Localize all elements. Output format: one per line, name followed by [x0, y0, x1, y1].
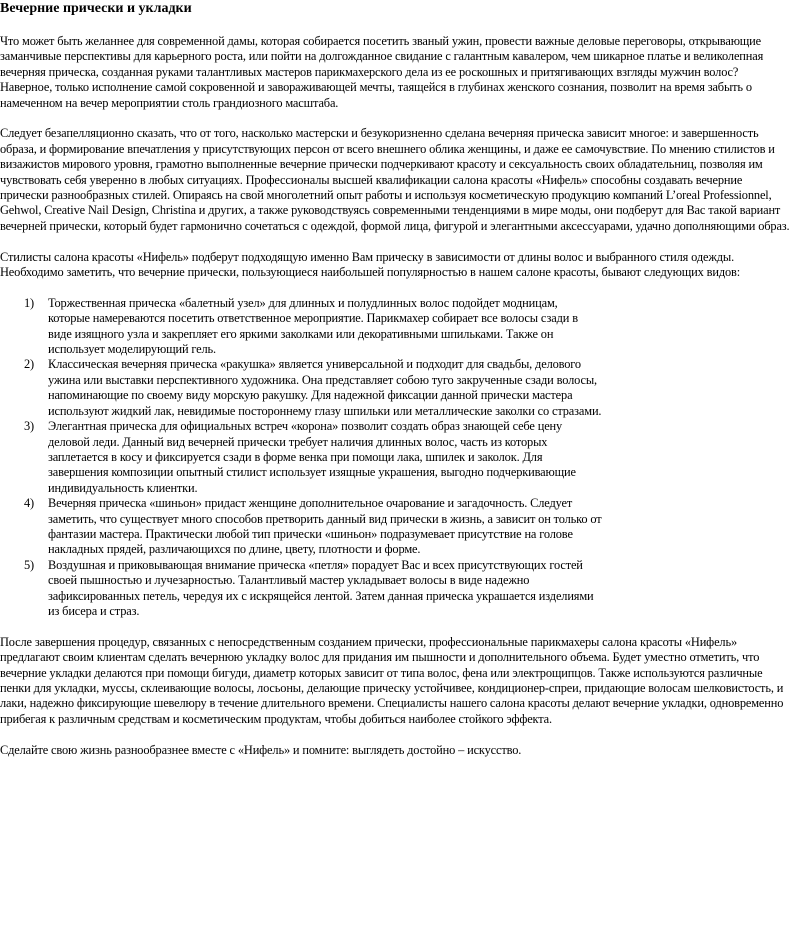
list-item-text: Вечерняя прическа «шиньон» придаст женщине дополнительное очарование и загадочность. Следует заметить, что существует много способов претворить данный вид прически в жизнь, а зависит он только от фантазии мастера. Практически любой тип прически «шиньон» подразумевает присутствие на голове накладных прядей, различающихся по длине, цвету, плотности и форме.	[48, 496, 602, 557]
list-item-number: 2)	[24, 357, 35, 372]
list-item-text: Воздушная и приковывающая внимание прическа «петля» порадует Вас и всех присутствующих гостей своей пышностью и лучезарностью. Талантливый мастер укладывает волосы в виде надежно зафиксированных петель, чередуя их с искрящейся лентой. Затем данная прическа украшается изделиями из бисера и страз.	[48, 557, 594, 618]
paragraph-3: Стилисты салона красоты «Нифель» подберут подходящую именно Вам прическу в зависимости от длины волос и выбранного стиля одежды. Необходимо заметить, что вечерние прически, пользующиеся наибольшей популярностью в нашем салоне красоты, бывают следующих видов:	[0, 249, 741, 280]
list-item-number: 1)	[24, 295, 35, 310]
paragraph-4: После завершения процедур, связанных с непосредственным созданием прически, профессиональные парикмахеры салона красоты «Нифель» предлагают своим клиентам сделать вечернюю укладку волос для придания им пышности и дополнительного объема. Будет уместно отметить, что вечерние укладки делаются при помощи бигуди, диаметр которых зависит от типа волос, фена или электрощипцов. Также используются различные пенки для укладки, муссы, склеивающие волосы, лосьоны, делающие прическу устойчивее, кондиционер-спреи, придающие волосам шелковистость, и лаки, надежно фиксирующие шевелюру в течение длительного времени. Специалисты нашего салона красоты делают вечерние укладки, одновременно прибегая к различным средствам и косметическим продуктам, чтобы добиться наиболее стойкого эффекта.	[0, 634, 784, 726]
list-item	[0, 357, 602, 419]
list-item-text: Классическая вечерняя прическа «ракушка» является универсальной и подходит для свадьбы, делового ужина или выставки перспективного художника. Она представляет собою туго закрученные сзади волосы, напоминающие по своему виду морскую ракушку. Для надежной фиксации данной прически мастера используют жидкий лак, невидимые постороннему глазу шпильки или металлические заколки со стразами.	[48, 357, 602, 418]
list-item-number: 4)	[24, 496, 35, 511]
closing-paragraph: Сделайте свою жизнь разнообразнее вместе с «Нифель» и помните: выглядеть достойно – искусство.	[0, 742, 522, 757]
paragraph-2: Следует безапелляционно сказать, что от того, насколько мастерски и безукоризненно сделана вечерняя прическа зависит многое: и завершенность образа, и формирование впечатления у присутствующих персон от всего внешнего облика женщины, и даже ее самочувствие. По мнению стилистов и визажистов мирового уровня, грамотно выполненные вечерние прически подчеркивают красоту и сексуальность своих обладательниц, позволяя им чувствовать себя уверенно в любых ситуациях. Профессионалы высшей квалификации салона красоты «Нифель» способны создавать вечерние прически разнообразных стилей. Опираясь на свой многолетний опыт работы и используя косметическую продукцию компаний L’oreal Professionnel, Gehwol, Creative Nail Design, Christina и других, а также руководствуясь современными тенденциями в мире моды, они подберут для Вас такой вариант вечерней прически, который будет гармонично сочетаться с одеждой, формой лица, фигурой и элегантными аксессуарами, удачно дополняющими образ.	[0, 126, 790, 233]
list-item	[0, 496, 602, 558]
list-item	[0, 419, 602, 496]
page-title: Вечерние прически и укладки	[0, 1, 192, 16]
list-item-text: Торжественная прическа «балетный узел» для длинных и полудлинных волос подойдет модницам, которые намереваются посетить ответственное мероприятие. Парикмахер собирает все волосы сзади в виде изящного узла и закрепляет его яркими заколками или декоративными шпильками. Также он использует моделирующий гель.	[48, 295, 578, 357]
list-item	[0, 558, 602, 620]
list-item-number: 3)	[24, 419, 35, 434]
list-item-text: Элегантная прическа для официальных встреч «корона» позволит создать образ знающей себе цену деловой леди. Данный вид вечерней прически требует наличия длинных волос, часть из которых заплетается в косу и фиксируется сзади в форме венка при помощи лака, шпилек и заколок. Для завершения композиции опытный стилист использует изящные украшения, выгодно подчеркивающие индивидуальность клиентки.	[48, 419, 576, 495]
list-item	[0, 296, 602, 358]
hairstyle-list	[0, 296, 792, 620]
list-item-number: 5)	[24, 557, 35, 572]
intro-paragraph: Что может быть желаннее для современной дамы, которая собирается посетить званый ужин, провести важные деловые переговоры, открывающие заманчивые перспективы для карьерного роста, или пойти на долгожданное свидание с галантным кавалером, чем шикарное платье и великолепная вечерняя прическа, созданная руками талантливых мастеров парикмахерского дела из ее роскошных и притягивающих взгляды мужчин волос? Наверное, только исполнение самой сокровенной и завораживающей мечты, таящейся в глубинах женского сознания, позволит на время забыть о намеченном на вечер мероприятии столь грандиозного масштаба.	[0, 34, 764, 110]
